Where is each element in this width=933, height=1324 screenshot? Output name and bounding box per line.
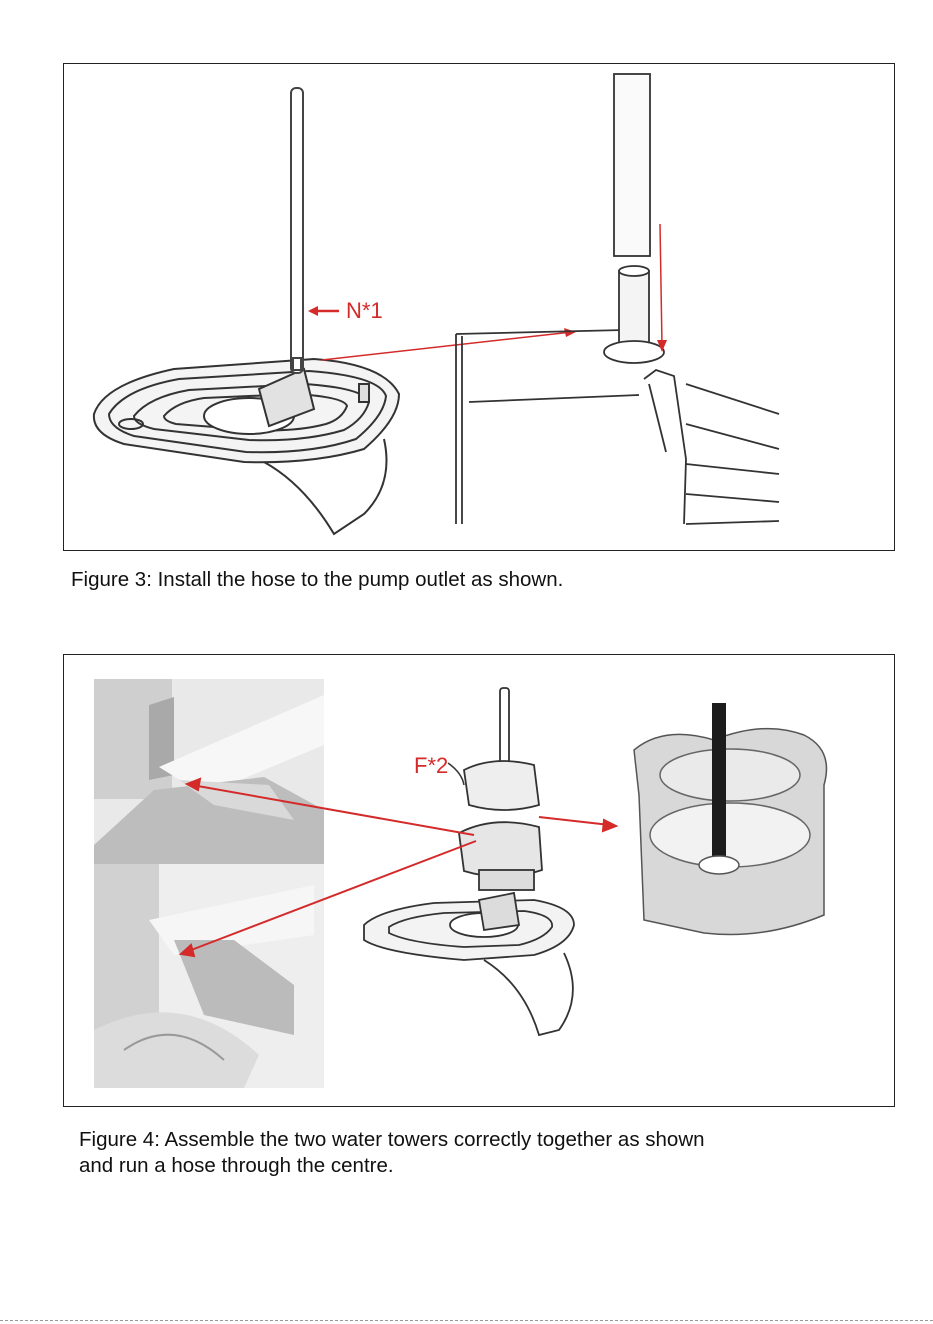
callout-label-f2: F*2 — [414, 753, 449, 778]
pump-outlet-detail-drawing — [456, 74, 779, 524]
tower-assembly-drawing — [364, 688, 574, 1035]
callout-arrow-n1 — [308, 298, 383, 323]
figure-3-illustration — [63, 63, 895, 551]
callout-leader-f2 — [448, 763, 464, 785]
figure-4-illustration — [63, 654, 895, 1107]
reservoir-base-drawing — [94, 359, 399, 534]
figure-4-drawing — [64, 655, 895, 1107]
figure-4-caption — [79, 1127, 879, 1179]
joint-detail-bottom — [94, 864, 324, 1088]
callout-label-n1: N*1 — [346, 298, 383, 323]
figure-3-caption: Figure 3: Install the hose to the pump outlet as shown. — [71, 568, 564, 591]
figure-4-caption-line-2: and run a hose through the centre. — [79, 1154, 394, 1177]
joint-detail-top — [94, 679, 324, 864]
figure-4-caption-line-1: Figure 4: Assemble the two water towers correctly together as shown — [79, 1128, 705, 1151]
detail-down-arrow — [657, 224, 667, 352]
hose-drawing — [291, 88, 303, 373]
page-bottom-divider — [0, 1320, 933, 1321]
tower-interior-detail — [634, 703, 827, 935]
figure-3-drawing — [64, 64, 895, 551]
